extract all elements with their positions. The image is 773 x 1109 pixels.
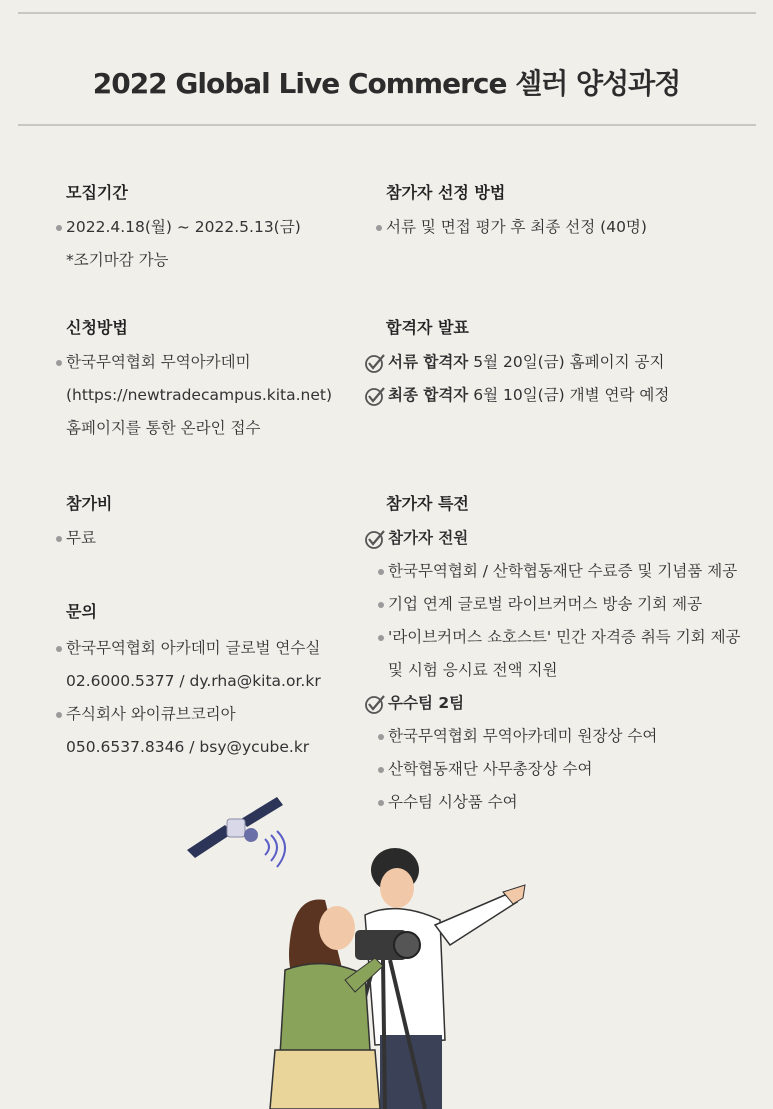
- benefit-top-item: 산학협동재단 사무총장상 수여: [388, 753, 741, 786]
- announce-final-row: [364, 379, 669, 412]
- check-circle-icon: [364, 693, 386, 715]
- benefit-top-item: 한국무역협회 무역아카데미 원장상 수여: [388, 720, 741, 753]
- benefit-item: 기업 연계 글로벌 라이브커머스 방송 기회 제공: [388, 588, 741, 621]
- selection-method: 서류 및 면접 평가 후 최종 선정 (40명): [386, 211, 647, 244]
- apply-line-3: 홈페이지를 통한 온라인 접수: [66, 419, 261, 437]
- benefit-top-item: 우수팀 시상품 수여: [388, 786, 741, 819]
- benefit-item-cont: 및 시험 응시료 전액 지원: [388, 661, 558, 679]
- benefit-all-label-row: [364, 522, 741, 555]
- apply-url[interactable]: (https://newtradecampus.kita.net): [66, 386, 333, 404]
- benefit-all-label: 참가자 전원: [388, 529, 469, 547]
- check-circle-icon: [364, 528, 386, 550]
- top-divider: [18, 12, 756, 14]
- benefit-top-label: 우수팀 2팀: [388, 694, 465, 712]
- final-pass-label: 최종 합격자: [388, 386, 469, 404]
- final-pass-text: 6월 10일(금) 개별 연락 예정: [473, 386, 670, 404]
- contact-heading: 문의: [66, 602, 97, 621]
- contact-info-1[interactable]: 02.6000.5377 / dy.rha@kita.or.kr: [66, 672, 321, 690]
- fee-heading: 참가비: [66, 494, 113, 513]
- check-circle-icon: [364, 385, 386, 407]
- title-divider: [18, 124, 756, 126]
- selection-heading: 참가자 선정 방법: [386, 183, 506, 202]
- benefit-item: '라이브커머스 쇼호스트' 민간 자격증 취득 기회 제공: [388, 621, 741, 654]
- recruit-note: *조기마감 가능: [66, 251, 169, 269]
- recruit-section: [66, 183, 301, 277]
- fee-value: 무료: [66, 522, 112, 555]
- contact-org-1: 한국무역협회 아카데미 글로벌 연수실: [66, 632, 321, 665]
- benefits-heading: 참가자 특전: [386, 494, 469, 513]
- contact-org-2: 주식회사 와이큐브코리아: [66, 698, 321, 731]
- contact-info-2[interactable]: 050.6537.8346 / bsy@ycube.kr: [66, 738, 310, 756]
- page-title: 2022 Global Live Commerce 셀러 양성과정: [92, 67, 681, 100]
- apply-heading: 신청방법: [66, 318, 128, 337]
- fee-section: [66, 494, 112, 555]
- apply-line-1: 한국무역협회 무역아카데미: [66, 346, 332, 379]
- check-circle-icon: [364, 352, 386, 374]
- recruit-heading: 모집기간: [66, 183, 128, 202]
- benefits-section: [364, 494, 741, 819]
- benefit-top-label-row: [364, 687, 741, 720]
- announce-heading: 합격자 발표: [386, 318, 469, 337]
- doc-pass-label: 서류 합격자: [388, 353, 469, 371]
- doc-pass-text: 5월 20일(금) 홈페이지 공지: [473, 353, 665, 371]
- contact-section: [66, 602, 321, 764]
- announce-section: [364, 318, 669, 412]
- selection-section: [386, 183, 647, 244]
- announce-doc-row: [364, 346, 669, 379]
- camera-crew-illustration: [225, 840, 545, 1109]
- benefit-item: 한국무역협회 / 산학협동재단 수료증 및 기념품 제공: [388, 555, 741, 588]
- apply-section: [66, 318, 332, 445]
- recruit-period: 2022.4.18(월) ~ 2022.5.13(금): [66, 211, 301, 244]
